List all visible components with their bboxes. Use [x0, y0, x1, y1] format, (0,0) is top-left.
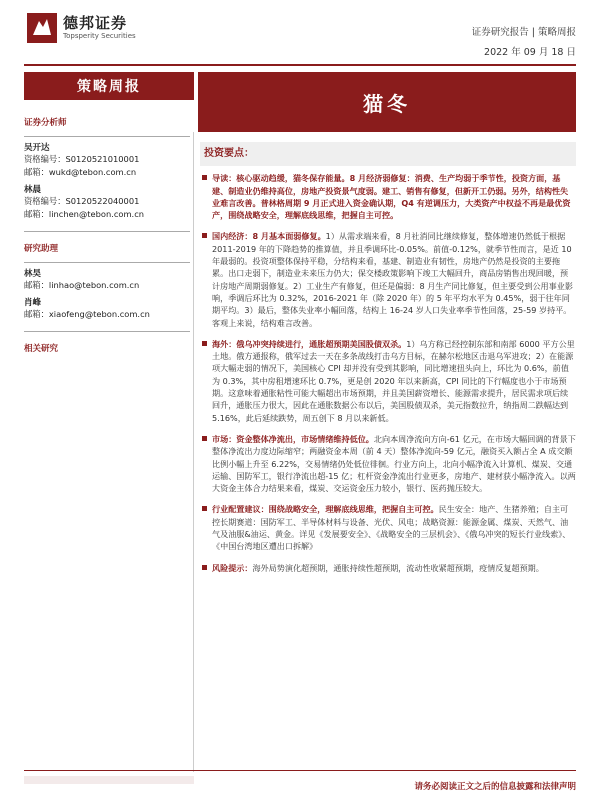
divider [24, 262, 190, 263]
paragraph-intro [200, 172, 576, 221]
key-points-title: 投资要点： [200, 142, 576, 166]
bullet-icon [202, 506, 207, 511]
paragraph-body: 1）乌方称已经控制东部和南部 6000 平方公里土地。俄方通报称，俄军过去一天在多条战线打击乌方目标，在赫尔松地区击退乌军进攻；2）在能源项大幅走弱的情况下，美国核心 CPI 却并没有受到其影响，同比增速扭头向上，环比为 0.6%，前值为 0.3%，其中房租增速环比 0.7%，更是创 2020 年以来新高，CPI 同比的下行幅度也小于市场预期。这意味着通胀粘性可能大幅超出市场预期，并且美国薪资增长、能源需求提升，居民需求项后续回升，通胀压力很大，因此在通胀数据公布以后，美国股债双杀，美元指数拉升，纳指周二跌幅达到 5.16%，此后延续跌势，周五创下 8 月以来新低。 [212, 338, 575, 423]
analyst-cert: 资格编号：S0120521010001 [24, 154, 140, 164]
related-heading[interactable]: 相关研究 [24, 344, 59, 354]
assistant-email[interactable]: 邮箱：linhao@tebon.com.cn [24, 280, 140, 290]
paragraph-lead: 导读：核心驱动趋缓，猫冬保存能量。8 月经济弱修复：消费、生产均弱于季节性，投资方面，基建、制造业仍维持高位，房地产投资景气度弱。建工、销售有修复，但新开工仍弱。另外，结构性失业难言改善。普林格周期 9 月正式进入资金确认期，Q4 有逆调压力，大类资产中权益不再是最优资产，围绕战略安全，理解底线思维，把握自主可控。 [212, 173, 571, 221]
bullet-icon [202, 233, 207, 238]
main-title: 猫冬 [198, 72, 576, 132]
footer-divider [24, 770, 576, 771]
paragraph-market [200, 433, 576, 494]
paragraph-lead: 风险提示： [212, 562, 253, 573]
paragraph-overseas [200, 338, 576, 424]
brand-name-cn: 德邦证券 [63, 14, 128, 32]
paragraph-lead: 国内经济：8 月基本面弱修复。 [212, 231, 326, 242]
bullet-icon [202, 565, 207, 570]
paragraph-risk [200, 562, 576, 574]
paragraph-body: 1）从需求端来看，8 月社消同比继续修复，整体增速仍然低于根据 2011-2019 年的下降趋势的推算值，并且季调环比-0.05%。前值-0.12%，就季节性而言，是近 10 年最弱的。投资项整体保持平稳，分结构来看，基建、制造业有韧性，房地产仍然是投资的主要拖累。出口走弱下，制造业未来压力仍大；保交楼政策影响下竣工大幅回升，商品房销售出现回暖，预计房地产周期弱修复。2）工业生产有修复，但还是偏弱：8 月生产同比修复，但主要受到公用事业影响，季调后环比为 0.32%，2016-2021 年（除 2020 年）的 5 年平均水平为 0.45%，弱于往年同期平均。3）最后，整体失业率小幅回落，结构上 16-24 岁人口失业率季节性回落，25-59 岁持平。客观上来说，结构难言改善。 [212, 231, 573, 328]
assistant-2 [24, 296, 190, 321]
paragraph-lead: 行业配置建议：围绕战略安全，理解底线思维，把握自主可控。 [212, 504, 439, 515]
paragraph-domestic [200, 230, 576, 328]
assistant-email[interactable]: 邮箱：xiaofeng@tebon.com.cn [24, 309, 150, 319]
paragraph-lead: 市场：资金整体净流出，市场情绪维持低位。 [212, 433, 374, 444]
sidebar [24, 110, 190, 358]
assistants-heading: 研究助理 [24, 244, 59, 254]
divider [24, 136, 190, 137]
bullet-icon [202, 341, 207, 346]
assistant-name: 林昊 [24, 269, 42, 279]
analyst-email[interactable]: 邮箱：linchen@tebon.com.cn [24, 209, 145, 219]
column-divider [193, 132, 194, 772]
report-date: 2022 年 09 月 18 日 [484, 47, 576, 58]
assistant-1 [24, 267, 190, 292]
logo-mark-icon [27, 13, 57, 43]
paragraph-allocation [200, 503, 576, 552]
brand-name-en: Topsperity Securities [63, 32, 136, 40]
paragraph-body: 北向本周净流向方向-61 亿元，在市场大幅回调的背景下整体净流出力度边际缩窄；两融资金本周（前 4 天）整体净流向-59 亿元，融资买入额占全 A 成交额比例小幅上升至 6.22%，交易情绪仍处低位徘徊。行业方向上，北向小幅净流入计算机、煤炭、交通运输、国防军工，银行净流出超-15 亿；杠杆资金净流出行业更多，房地产、建材获小幅净流入。以两大资金主体合力结果来看，煤炭、交运资金压力较小，银行、医药抛压较大。 [212, 433, 576, 494]
analyst-email[interactable]: 邮箱：wukd@tebon.com.cn [24, 167, 137, 177]
report-type: 证券研究报告 | 策略周报 [471, 27, 576, 38]
brand-logo [27, 13, 136, 43]
footer-decoration [24, 776, 194, 784]
bullet-icon [202, 175, 207, 180]
divider [24, 231, 190, 232]
analyst-name: 林晨 [24, 185, 42, 195]
header-divider [24, 64, 576, 66]
key-points-body [200, 142, 576, 583]
analyst-cert: 资格编号：S0120522040001 [24, 196, 140, 206]
analysts-heading: 证券分析师 [24, 118, 67, 128]
analyst-1 [24, 141, 190, 179]
analyst-name: 吴开达 [24, 143, 50, 153]
assistant-name: 肖峰 [24, 298, 42, 308]
paragraph-body: 海外局势演化超预期，通胀持续性超预期，流动性收紧超预期，疫情反复超预期。 [252, 562, 544, 573]
paragraph-lead: 海外：俄乌冲突持续进行，通胀超预期美国股债双杀。 [212, 338, 407, 349]
divider [24, 331, 190, 332]
bullet-icon [202, 436, 207, 441]
side-title: 策略周报 [24, 72, 194, 100]
footer-disclaimer[interactable]: 请务必阅读正文之后的信息披露和法律声明 [414, 782, 576, 792]
paragraph-body: 民生安全：地产、生猪养殖；自主可控长期赛道：国防军工、半导体材料与设备、光伏、风电；战略资源：能源金属、煤炭、天然气、油气及油服&油运、黄金。详见《发展要安全》、《战略安全的三层机会》、《俄乌冲突的短长行业线索》、《中国台湾地区遭出口拆解》 [212, 504, 571, 552]
analyst-2 [24, 183, 190, 221]
